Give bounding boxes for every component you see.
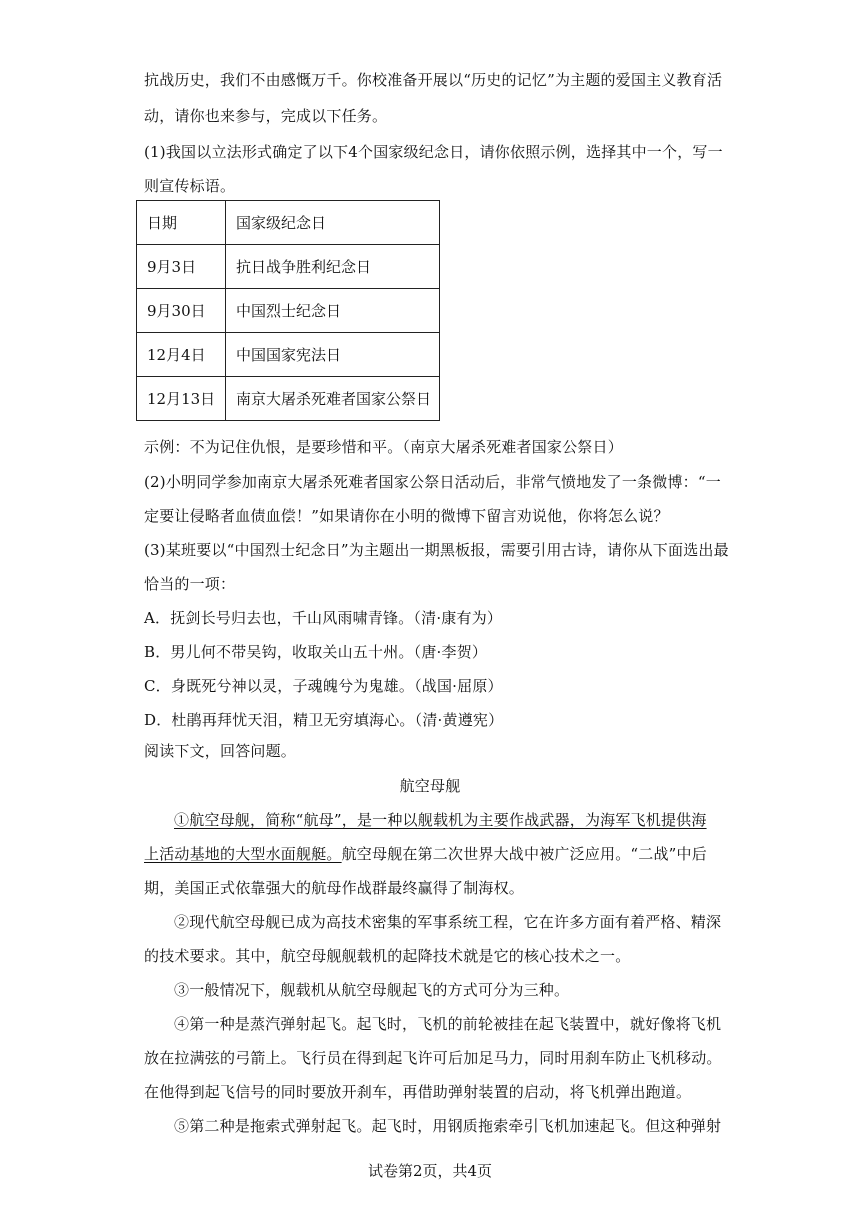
article-p1-line-2 [144, 844, 716, 864]
table-cell-date: 12月13日 [137, 377, 226, 421]
article-p1-line-2-rest: 航空母舰在第二次世界大战中被广泛应用。“二战”中后 [341, 845, 707, 863]
option-c: C．身既死兮神以灵，子魂魄兮为鬼雄。（战国·屈原） [144, 677, 503, 695]
intro-line-1: 抗战历史，我们不由感慨万千。你校准备开展以“历史的记忆”为主题的爱国主义教育活 [144, 71, 723, 89]
question-1-line-1: (1)我国以立法形式确定了以下4个国家级纪念日，请你依照示例，选择其中一个，写一 [144, 143, 723, 161]
article-p4-line-1: ④第一种是蒸汽弹射起飞。起飞时，飞机的前轮被挂在起飞装置中，就好像将飞机 [174, 1015, 722, 1033]
article-p3-line-1: ③一般情况下，舰载机从航空母舰起飞的方式可分为三种。 [174, 981, 570, 999]
table-cell-date: 9月3日 [137, 245, 226, 289]
article-p2-line-2: 的技术要求。其中，航空母舰舰载机的起降技术就是它的核心技术之一。 [144, 947, 631, 965]
table-header-row [137, 201, 440, 245]
question-3-line-2: 恰当的一项： [144, 575, 236, 593]
article-p1-definition: ①航空母舰，简称“航母”，是一种以舰载机为主要作战武器，为海军飞机提供海 [174, 811, 707, 829]
option-d: D．杜鹃再拜忧天泪，精卫无穷填海心。（清·黄遵宪） [144, 711, 504, 729]
article-p4-line-2: 放在拉满弦的弓箭上。飞行员在得到起飞许可后加足马力，同时用刹车防止飞机移动。 [144, 1049, 722, 1067]
question-3-line-1: (3)某班要以“中国烈士纪念日”为主题出一期黑板报，需要引用古诗，请你从下面选出最 [144, 541, 729, 559]
table-cell-day: 南京大屠杀死难者国家公祭日 [226, 377, 440, 421]
intro-line-2: 动，请你也来参与，完成以下任务。 [144, 107, 388, 125]
article-p1-line-3: 期，美国正式依靠强大的航母作战群最终赢得了制海权。 [144, 879, 525, 897]
article-p2-line-1: ②现代航空母舰已成为高技术密集的军事系统工程，它在许多方面有着严格、精深 [174, 913, 722, 931]
option-b: B．男儿何不带吴钩，收取关山五十州。（唐·李贺） [144, 643, 488, 661]
article-p1-definition-end: 上活动基地的大型水面舰艇。 [144, 845, 342, 863]
question-1-line-2: 则宣传标语。 [144, 177, 236, 195]
table-row [137, 245, 440, 289]
table-cell-date: 9月30日 [137, 289, 226, 333]
table-cell-date: 12月4日 [137, 333, 226, 377]
table-header-date: 日期 [137, 201, 226, 245]
table-row [137, 289, 440, 333]
table-cell-day: 中国国家宪法日 [226, 333, 440, 377]
article-p5-line-1: ⑤第二种是拖索式弹射起飞。起飞时，用钢质拖索牵引飞机加速起飞。但这种弹射 [174, 1117, 722, 1135]
question-2-line-1: (2)小明同学参加南京大屠杀死难者国家公祭日活动后，非常气愤地发了一条微博：“一 [144, 473, 721, 491]
article-p4-line-3: 在他得到起飞信号的同时要放开刹车，再借助弹射装置的启动，将飞机弹出跑道。 [144, 1083, 692, 1101]
example-text: 示例：不为记住仇恨，是要珍惜和平。（南京大屠杀死难者国家公祭日） [144, 438, 623, 456]
memorial-days-table [136, 200, 440, 421]
table-row [137, 333, 440, 377]
article-p1-line-1 [174, 810, 716, 830]
table-row [137, 377, 440, 421]
option-a: A．抚剑长号归去也，千山风雨啸青锋。（清·康有为） [144, 609, 503, 627]
table-cell-day: 抗日战争胜利纪念日 [226, 245, 440, 289]
page-footer: 试卷第2页，共4页 [367, 1162, 493, 1180]
article-title: 航空母舰 [399, 777, 461, 795]
table-cell-day: 中国烈士纪念日 [226, 289, 440, 333]
question-2-line-2: 定要让侵略者血债血偿！”如果请你在小明的微博下留言劝说他，你将怎么说？ [144, 507, 669, 525]
table-header-day: 国家级纪念日 [226, 201, 440, 245]
reading-prompt: 阅读下文，回答问题。 [144, 742, 297, 760]
